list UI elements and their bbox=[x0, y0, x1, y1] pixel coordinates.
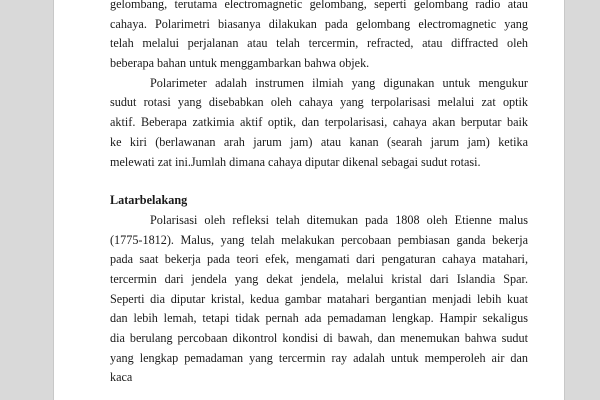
text-line: (1775-1812). Malus, yang telah melakukan percobaan pembiasan ganda bekerja bbox=[110, 232, 528, 247]
section-heading: Latarbelakang bbox=[110, 193, 188, 208]
section-gap bbox=[110, 172, 528, 191]
text-line: aktif. Beberapa zatkimia aktif optik, dan terpolarisasi, cahaya akan berputar baik bbox=[110, 115, 528, 130]
text-line: melewati zat ini.Jumlah dimana cahaya diputar dikenal sebagai sudut rotasi. bbox=[110, 154, 481, 169]
text-line: tercermin dari jendela yang dekat jendela, melalui kristal dari Islandia Spar. bbox=[110, 271, 528, 286]
text-line: pada saat bekerja pada teori efek, mengamati dari pengaturan cahaya matahari, bbox=[110, 252, 528, 267]
text-line: beberapa bahan untuk menggambarkan bahwa objek. bbox=[110, 56, 370, 71]
text-line: cahaya. Polarimetri biasanya dilakukan pada gelombang electromagnetic yang bbox=[110, 16, 528, 31]
document-body bbox=[110, 0, 528, 388]
text-line: telah melalui perjalanan atau telah tercermin, refracted, atau diffracted oleh bbox=[110, 36, 528, 51]
text-line: dia berulang percobaan dikontrol kondisi di bawah, dan menemukan bahwa sudut bbox=[110, 331, 528, 345]
text-line: yang lengkap pemadaman yang tercermin ray adalah untuk memperoleh air dan bbox=[110, 350, 528, 365]
document-page bbox=[54, 0, 564, 400]
text-line: ke kiri (berlawanan arah jarum jam) atau kanan (searah jarum jam) ketika bbox=[110, 134, 528, 149]
text-line: Polarimeter adalah instrumen ilmiah yang digunakan untuk mengukur bbox=[150, 75, 528, 90]
text-line: dan lebih lemah, tetapi tidak pernah ada pemadaman lengkap. Hampir sekaligus bbox=[110, 311, 528, 326]
paragraph-latarbelakang bbox=[110, 211, 528, 388]
text-line: gelombang, terutama electromagnetic gelombang, seperti gelombang radio atau bbox=[110, 0, 528, 11]
paragraph-polarimetri bbox=[110, 0, 528, 74]
text-line: Polarisasi oleh refleksi telah ditemukan pada 1808 oleh Etienne malus bbox=[150, 212, 528, 227]
text-line: sudut rotasi yang disebabkan oleh cahaya yang terpolarisasi melalui zat optik bbox=[110, 95, 528, 110]
text-line: kaca bbox=[110, 370, 133, 385]
paragraph-polarimeter bbox=[110, 74, 528, 172]
text-line: Seperti dia diputar kristal, kedua gambar matahari bergantian menjadi lebih kuat bbox=[110, 291, 528, 306]
